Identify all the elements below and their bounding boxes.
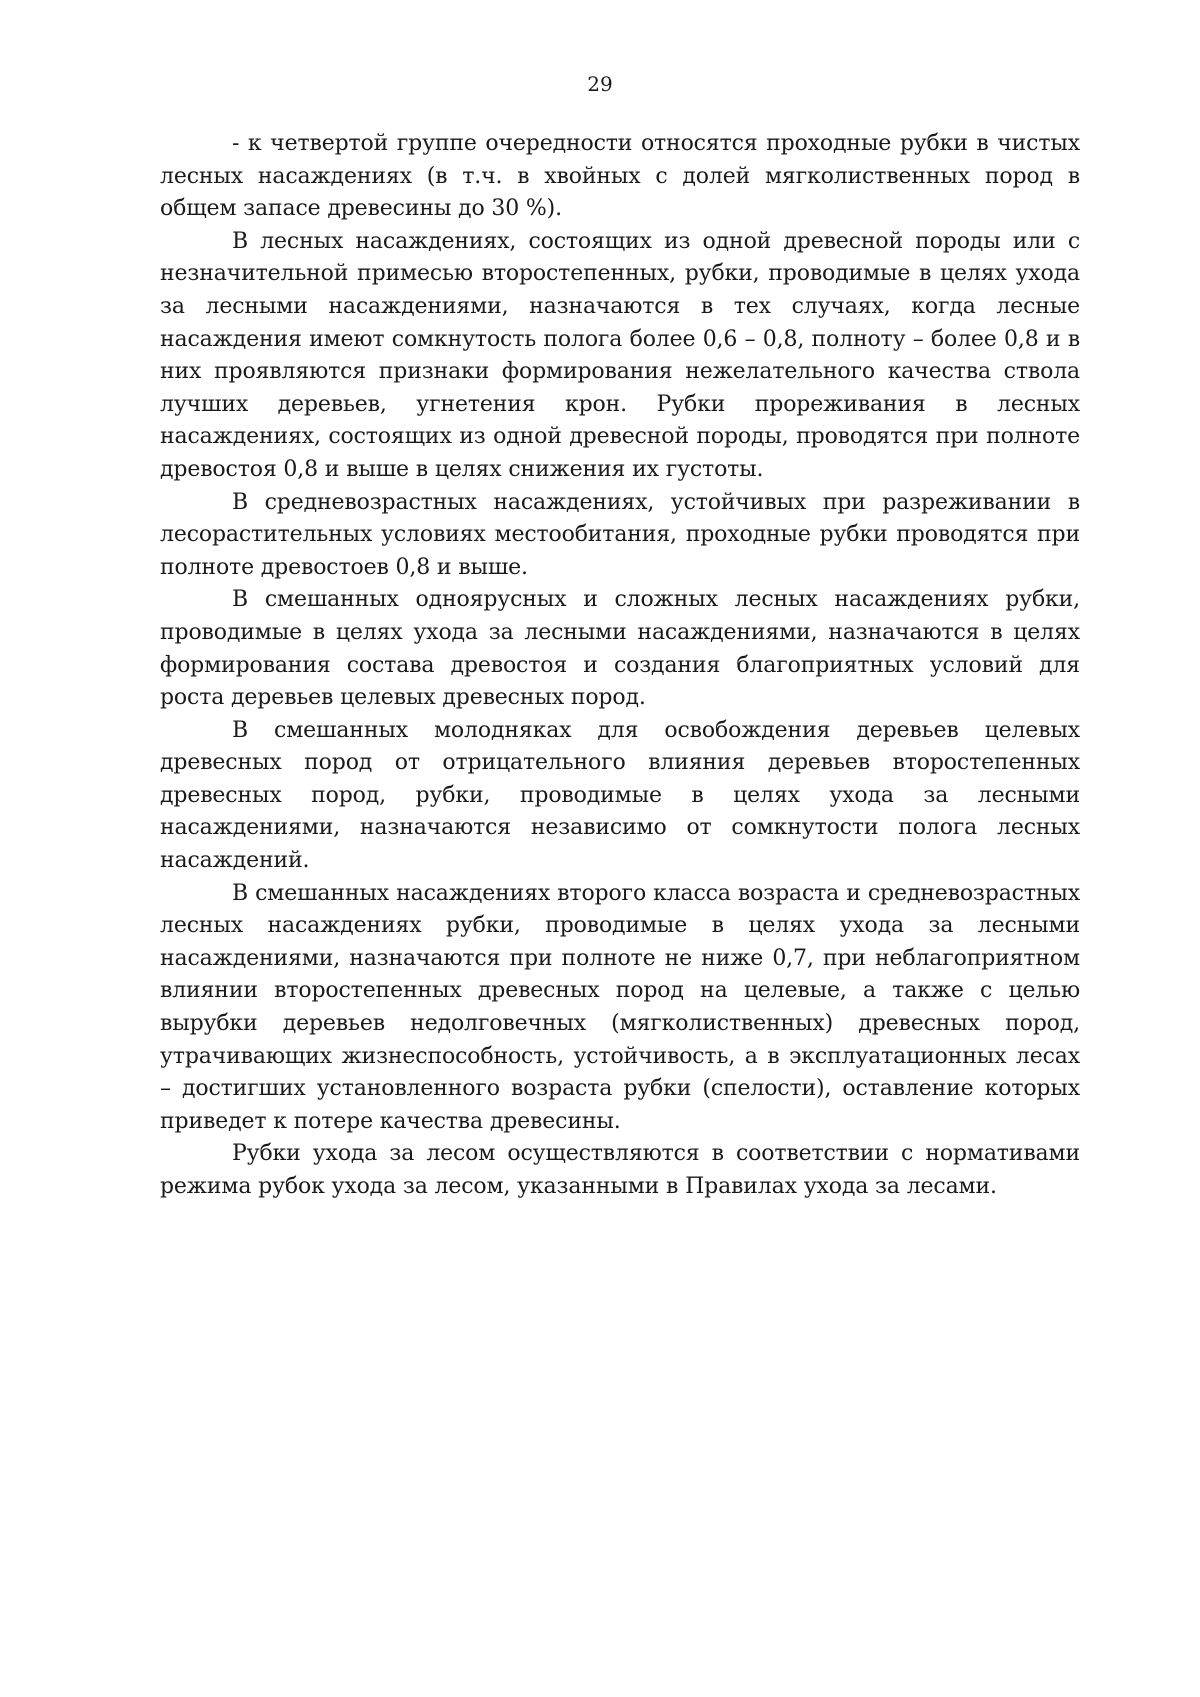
paragraph-middle-aged-stands: В средневозрастных насаждениях, устойчивых при разреживании в лесорастительных условиях местообитания, проходные рубки проводятся при полноте древостоев 0,8 и выше. xyxy=(160,489,1080,580)
paragraph-pure-stands: В лесных насаждениях, состоящих из одной древесной породы или с незначительной примесью второстепенных, рубки, проводимые в целях ухода за лесными насаждениями, назначаются в тех случаях, когда лесные насаждения имеют сомкнутость полога более 0,6 – 0,8, полноту – более 0,8 и в них проявляются признаки формирования нежелательного качества ствола лучших деревьев, угнетения крон. Рубки прореживания в лесных насаждениях, состоящих из одной древесной породы, проводятся при полноте древостоя 0,8 и выше в целях снижения их густоты. xyxy=(160,228,1080,482)
paragraph-thinning-norms: Рубки ухода за лесом осуществляются в соответствии с нормативами режима рубок ухода за лесом, указанными в Правилах ухода за лесами. xyxy=(160,1141,1080,1199)
paragraph-mixed-stands: В смешанных одноярусных и сложных лесных насаждениях рубки, проводимые в целях ухода за лесными насаждениями, назначаются в целях формирования состава древостоя и создания благоприятных условий для роста деревьев целевых древесных пород. xyxy=(160,587,1080,711)
paragraph-mixed-young-stands: В смешанных молодняках для освобождения деревьев целевых древесных пород от отрицательного влияния деревьев второстепенных древесных пород, рубки, проводимые в целях ухода за лесными насаждениями, назначаются независимо от сомкнутости полога лесных насаждений. xyxy=(160,717,1080,874)
paragraph-fourth-group: - к четвертой группе очередности относятся проходные рубки в чистых лесных насаждениях (в т.ч. в хвойных с долей мягколиственных пород в общем запасе древесины до 30 %). xyxy=(160,131,1080,222)
document-body xyxy=(160,128,1080,1204)
page-number: 29 xyxy=(587,72,613,96)
paragraph-second-age-class: В смешанных насаждениях второго класса возраста и средневозрастных лесных насаждениях рубки, проводимые в целях ухода за лесными насаждениями, назначаются при полноте не ниже 0,7, при неблагоприятном влиянии второстепенных древесных пород на целевые, а также с целью вырубки деревьев недолговечных (мягколиственных) древесных пород, утрачивающих жизнеспособность, устойчивость, а в эксплуатационных лесах – достигших установленного возраста рубки (спелости), оставление которых приведет к потере качества древесины. xyxy=(160,880,1080,1134)
